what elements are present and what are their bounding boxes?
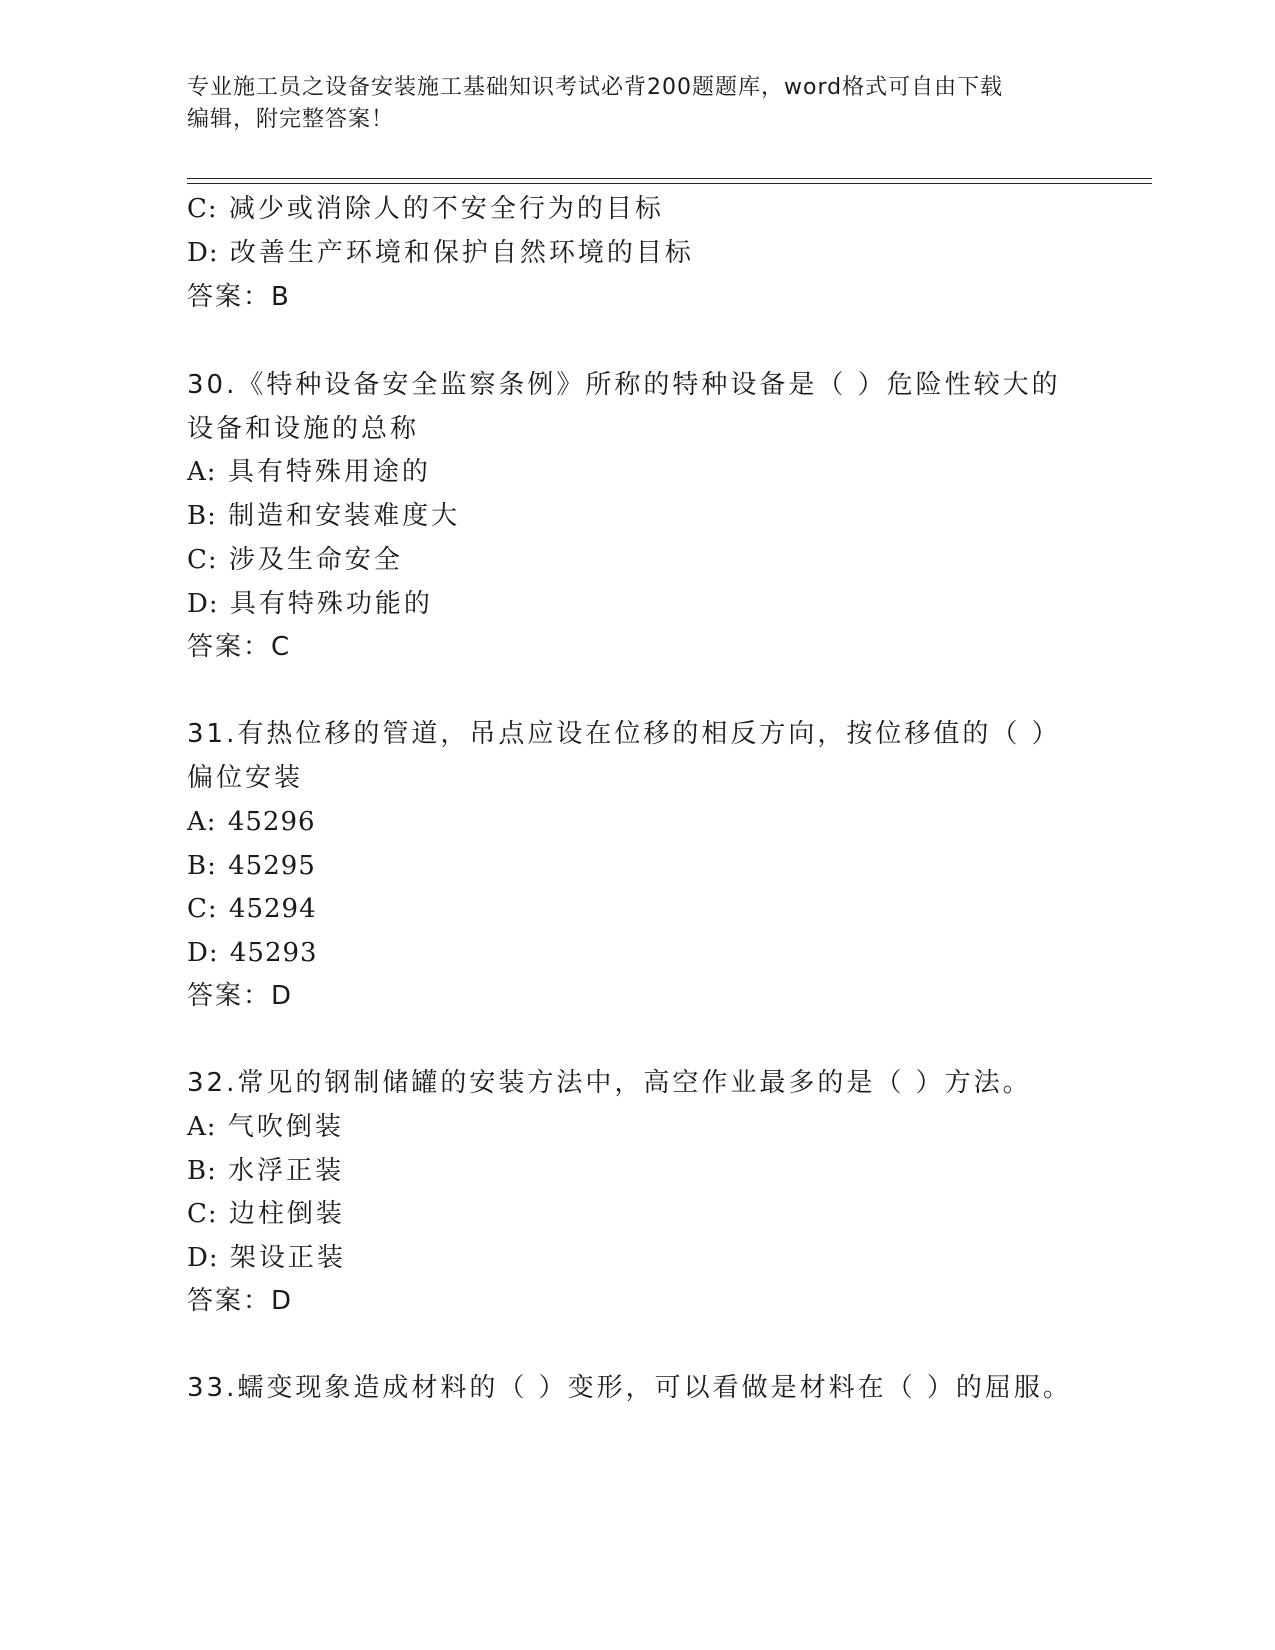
option-label: D: (187, 589, 219, 619)
option-line (187, 588, 433, 620)
option-label: C: (187, 545, 218, 575)
option-line (187, 1111, 344, 1143)
option-line (187, 850, 316, 882)
option-label: C: (187, 894, 218, 924)
header-divider-top (187, 178, 1152, 179)
option-label: A: (187, 457, 217, 487)
answer-line: 答案：D (187, 981, 294, 1011)
option-text: 水浮正装 (228, 1156, 345, 1186)
option-text: 制造和安装难度大 (228, 501, 461, 531)
option-label: A: (187, 1112, 217, 1142)
answer-line: 答案：B (187, 282, 291, 312)
option-line (187, 456, 431, 488)
question-stem: 31.有热位移的管道，吊点应设在位移的相反方向，按位移值的（ ） (187, 719, 1061, 749)
option-label: B: (187, 501, 217, 531)
question-stem: 偏位安装 (187, 763, 304, 793)
option-line (187, 937, 318, 969)
option-text: 具有特殊用途的 (227, 457, 431, 487)
option-line (187, 1198, 345, 1230)
header-line-1: 专业施工员之设备安装施工基础知识考试必背200题题库，word格式可自由下载 (187, 75, 1004, 100)
option-text: 边柱倒装 (228, 1199, 345, 1229)
option-line (187, 500, 460, 532)
answer-line: 答案：D (187, 1286, 294, 1316)
option-text: 45296 (227, 807, 316, 837)
question-stem: 32.常见的钢制储罐的安装方法中，高空作业最多的是（ ）方法。 (187, 1068, 1032, 1098)
option-line (187, 237, 694, 269)
option-text: 45294 (228, 894, 317, 924)
option-line (187, 893, 317, 925)
question-stem: 33.蠕变现象造成材料的（ ）变形，可以看做是材料在（ ）的屈服。 (187, 1373, 1072, 1403)
option-label: C: (187, 1199, 218, 1229)
option-text: 具有特殊功能的 (229, 589, 433, 619)
answer-line: 答案：C (187, 632, 292, 662)
option-text: 涉及生命安全 (228, 545, 403, 575)
option-text: 45295 (228, 851, 316, 881)
option-line (187, 806, 316, 838)
option-text: 改善生产环境和保护自然环境的目标 (229, 238, 694, 268)
option-line (187, 193, 664, 225)
option-text: 气吹倒装 (227, 1112, 344, 1142)
option-label: A: (187, 807, 217, 837)
question-stem: 30.《特种设备安全监察条例》所称的特种设备是（ ）危险性较大的 (187, 370, 1061, 400)
option-label: B: (187, 1156, 217, 1186)
option-label: C: (187, 194, 218, 224)
option-label: B: (187, 851, 217, 881)
page-header (187, 72, 1087, 136)
header-line-2: 编辑，附完整答案！ (187, 107, 395, 132)
option-line (187, 1155, 344, 1187)
option-line (187, 544, 403, 576)
option-label: D: (187, 238, 219, 268)
question-stem: 设备和设施的总称 (187, 414, 420, 444)
option-text: 减少或消除人的不安全行为的目标 (228, 194, 664, 224)
header-divider-bottom (187, 183, 1152, 184)
option-label: D: (187, 938, 219, 968)
option-text: 45293 (229, 938, 318, 968)
option-line (187, 1242, 346, 1274)
option-label: D: (187, 1243, 219, 1273)
option-text: 架设正装 (229, 1243, 346, 1273)
